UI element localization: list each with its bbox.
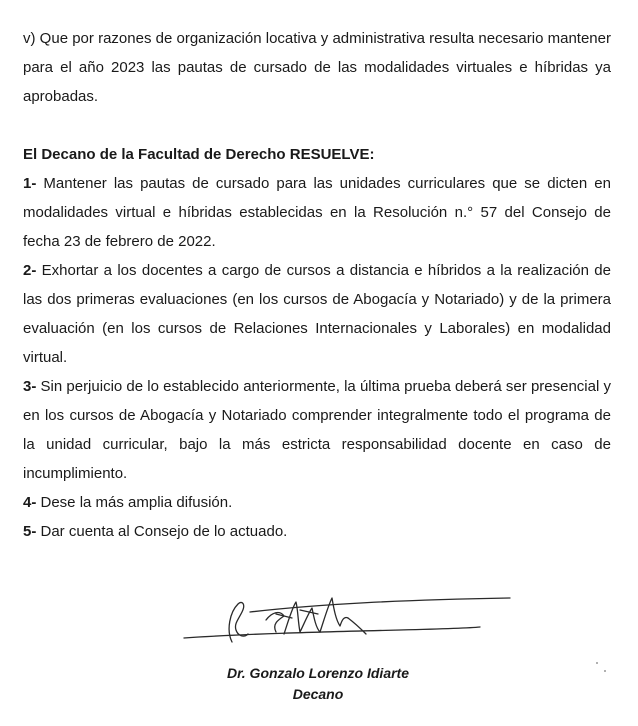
item-number: 1- — [23, 175, 37, 192]
resolution-item-1 — [23, 169, 611, 256]
item-text: Dar cuenta al Consejo de lo actuado. — [36, 523, 288, 540]
signatory-title: Decano — [292, 686, 344, 702]
resolution-item-5 — [23, 517, 611, 546]
scan-speck — [604, 670, 606, 672]
item-number: 3- — [23, 378, 37, 395]
item-text: Mantener las pautas de cursado para las unidades curriculares que se dicten en modalidades virtual e híbridas establecidas en la Resolución n.° 57 del Consejo de fecha 23 de febrero de 2022. — [23, 175, 611, 250]
item-text: Sin perjuicio de lo establecido anteriormente, la última prueba deberá ser presencial y en los cursos de Abogacía y Notariado comprender integralmente todo el programa de la unidad curricular, bajo la más estricta responsabilidad docente en caso de incumplimiento. — [23, 378, 611, 482]
document-body — [23, 24, 611, 546]
item-text: Dese la más amplia difusión. — [36, 494, 233, 511]
resolution-item-4 — [23, 488, 611, 517]
signatory-name: Dr. Gonzalo Lorenzo Idiarte — [226, 665, 410, 681]
item-number: 2- — [23, 262, 37, 279]
handwritten-signature — [180, 590, 520, 650]
intro-paragraph: v) Que por razones de organización locativa y administrativa resulta necesario mantener para el año 2023 las pautas de cursado de las modalidades virtuales e híbridas ya aprobadas. — [23, 30, 611, 105]
item-number: 5- — [23, 523, 37, 540]
scan-speck — [596, 662, 598, 664]
resolution-item-2 — [23, 256, 611, 372]
item-number: 4- — [23, 494, 37, 511]
resolution-item-3 — [23, 372, 611, 488]
item-text: Exhortar a los docentes a cargo de cursos a distancia e híbridos a la realización de las dos primeras evaluaciones (en los cursos de Abogacía y Notariado) y de la primera evaluación (en los cursos de Relaciones Internacionales y Laborales) en modalidad virtual. — [23, 262, 611, 366]
resolve-heading: El Decano de la Facultad de Derecho RESUELVE: — [23, 146, 375, 163]
